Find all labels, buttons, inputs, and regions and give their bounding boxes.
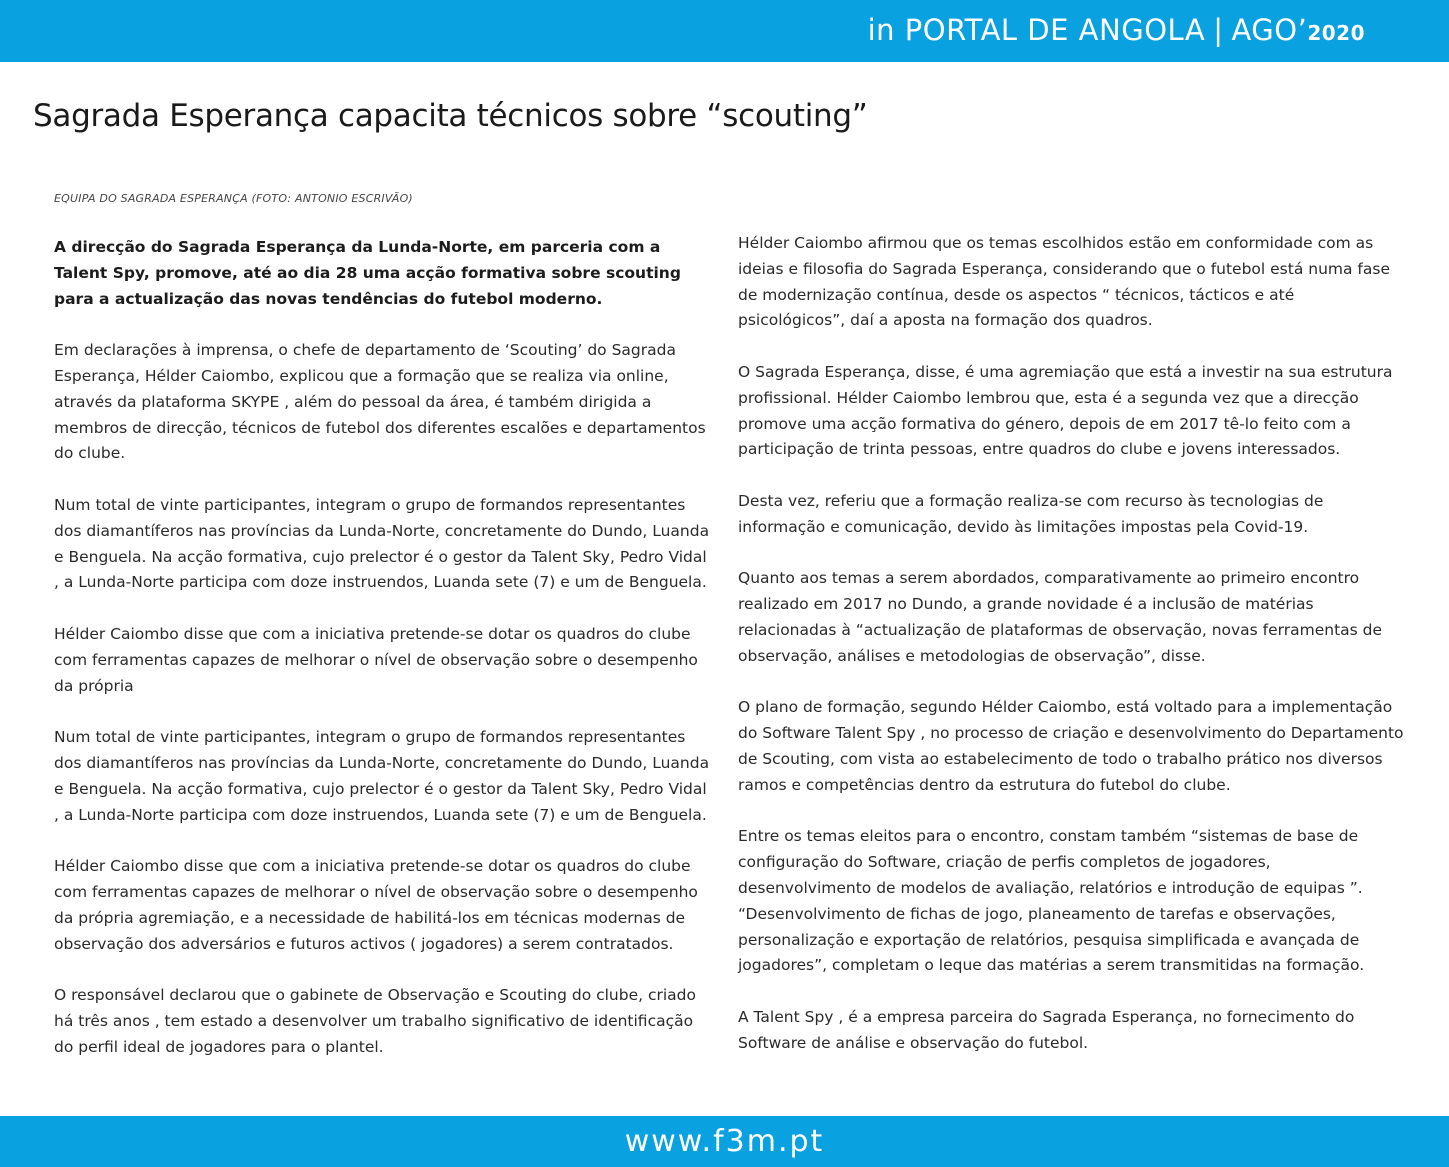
article-paragraph: Num total de vinte participantes, integram o grupo de formandos representantes dos diamantíferos nas províncias da Lunda-Norte, concretamente do Dundo, Luanda e Benguela. Na acção formativa, cujo prelector é o gestor da Talent Sky, Pedro Vidal , a Lunda-Norte participa com doze instruendos, Luanda sete (7) e um de Benguela. xyxy=(54,495,710,592)
article-paragraph: Num total de vinte participantes, integram o grupo de formandos representantes dos diamantíferos nas províncias da Lunda-Norte, concretamente do Dundo, Luanda e Benguela. Na acção formativa, cujo prelector é o gestor da Talent Sky, Pedro Vidal , a Lunda-Norte participa com doze instruendos, Luanda sete (7) e um de Benguela. xyxy=(54,728,710,824)
header-band xyxy=(0,0,1449,62)
article-paragraph: Hélder Caiombo disse que com a iniciativa pretende-se dotar os quadros do clube com ferramentas capazes de melhorar o nível de observação sobre o desempenho da própria agremiação, e a necessidade de habilitá-los em técnicas modernas de observação dos adversários e futuros activos ( jogadores) a serem contratados. xyxy=(54,857,698,953)
masthead-publication: PORTAL DE ANGOLA xyxy=(904,13,1206,47)
masthead-separator: | xyxy=(1213,13,1224,47)
article-left-column xyxy=(54,235,716,1086)
article-right-column xyxy=(738,231,1406,1082)
article-paragraph: Hélder Caiombo afirmou que os temas escolhidos estão em conformidade com as ideias e filosofia do Sagrada Esperança, considerando que o futebol está numa fase de modernização contínua, desde os aspectos “ técnicos, tácticos e até psicológicos”, daí a aposta na formação dos quadros. xyxy=(738,234,1390,330)
article-paragraph: A Talent Spy , é a empresa parceira do Sagrada Esperança, no fornecimento do Software de análise e observação do futebol. xyxy=(738,1007,1355,1052)
article-paragraph: O plano de formação, segundo Hélder Caiombo, está voltado para a implementação do Software Talent Spy , no processo de criação e desenvolvimento do Departamento de Scouting, com vista ao estabelecimento de todo o trabalho prático nos diversos ramos e competências dentro da estrutura do futebol do clube. xyxy=(738,698,1404,794)
article-lead-paragraph: A direcção do Sagrada Esperança da Lunda-Norte, em parceria com a Talent Spy, promove, até ao dia 28 uma acção formativa sobre scouting para a actualização das novas tendências do futebol moderno. xyxy=(54,238,681,308)
footer-band xyxy=(0,1116,1449,1167)
article-paragraph: O responsável declarou que o gabinete de Observação e Scouting do clube, criado há três anos , tem estado a desenvolver um trabalho significativo de identificação do perfil ideal de jogadores para o plantel. xyxy=(54,986,697,1056)
article-paragraph: Entre os temas eleitos para o encontro, constam também “sistemas de base de configuração do Software, criação de perfis completos de jogadores, desenvolvimento de modelos de avaliação, relatórios e introdução de equipas ”. “Desenvolvimento de fichas de jogo, planeamento de tarefas e observações, personalização e exportação de relatórios, pesquisa simplificada e avançada de jogadores”, completam o leque das matérias a serem transmitidas na formação. xyxy=(738,827,1365,975)
article-paragraph: Em declarações à imprensa, o chefe de departamento de ‘Scouting’ do Sagrada Esperança, Hélder Caiombo, explicou que a formação que se realiza via online, através da plataforma SKYPE , além do pessoal da área, é também dirigida a membros de direcção, técnicos de futebol dos diferentes escalões e departamentos do clube. xyxy=(54,341,706,463)
publication-masthead xyxy=(868,10,1365,53)
masthead-month: AGO’ xyxy=(1231,13,1308,47)
photo-caption: EQUIPA DO SAGRADA ESPERANÇA (FOTO: ANTONIO ESCRIVÃO) xyxy=(54,192,413,205)
article-paragraph: Hélder Caiombo disse que com a iniciativa pretende-se dotar os quadros do clube com ferramentas capazes de melhorar o nível de observação sobre o desempenho da própria xyxy=(54,624,698,695)
article-paragraph: O Sagrada Esperança, disse, é uma agremiação que está a investir na sua estrutura profissional. Hélder Caiombo lembrou que, esta é a segunda vez que a direcção promove uma acção formativa do género, depois de em 2017 tê-lo feito com a participação de trinta pessoas, entre quadros do clube e jovens interessados. xyxy=(738,362,1393,459)
website-url: www.f3m.pt xyxy=(624,1124,825,1159)
masthead-prefix: in xyxy=(867,13,896,47)
article-paragraph: Quanto aos temas a serem abordados, comparativamente ao primeiro encontro realizado em 2017 no Dundo, a grande novidade é a inclusão de matérias relacionadas à “actualização de plataformas de observação, novas ferramentas de observação, análises e metodologias de observação”, disse. xyxy=(738,569,1383,665)
masthead-year: 2020 xyxy=(1307,21,1365,45)
article-paragraph: Desta vez, referiu que a formação realiza-se com recurso às tecnologias de informação e comunicação, devido às limitações impostas pela Covid-19. xyxy=(738,491,1324,536)
article-title: Sagrada Esperança capacita técnicos sobre “scouting” xyxy=(33,98,868,134)
